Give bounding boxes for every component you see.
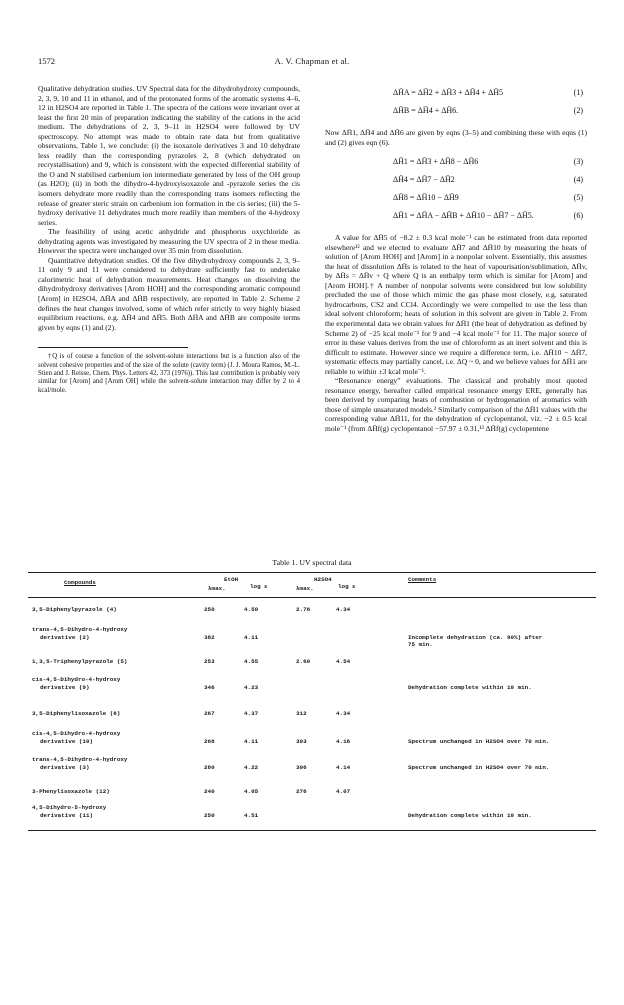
log-e-h2so4: 4.16	[336, 737, 351, 745]
compound-name: 3-Phenylisoxazole (12)	[32, 788, 110, 795]
row-comment: Dehydration complete within 10 min.	[408, 811, 532, 819]
table-header	[28, 573, 596, 597]
lambda-etoh: 250	[204, 606, 215, 613]
header-lambda-max-h2so4: λmax.	[296, 585, 314, 592]
paragraph-bridge: Now ΔH̄1, ΔH̄4 and ΔH̄6 are given by eqns (3–5) and combining these with eqns (1) and (2) gives eqn (6).	[325, 128, 587, 147]
equation-number: (2)	[573, 106, 583, 116]
footnote	[38, 353, 300, 395]
paragraph-value: A value for ΔH̄5 of −8.2 ± 0.3 kcal mole⁻¹ can be estimated from data reported elsewhere¹² and we elected to evaluate ΔH̄7 and ΔH̄10 by measuring the heats of solution of [Arom HOH] and [Arom] in a nonpolar solvent. Essentially, this assumes the heat of dissolution ΔH̄s is related to the heat of vapourisation/sublimation, ΔH̄v, by ΔH̄s = ΔH̄v + Q where Q is an enthalpy term which is similar for [Arom] and [Arom HOH].† A number of nonpolar solvents were considered but low solubility precluded the use of those which mimic the gas phase most closely, e.g. saturated hydrocarbons, CS2 and CCl4. Accordingly we were compelled to use the less than ideal solvent chloroform; heats of solution in this solvent are given in Table 2. From the experimental data we obtain values for ΔH̄1 (the heat of dehydration as defined by Scheme 2) of −25 kcal mole⁻¹ for 9 and −4 kcal mole⁻¹ for 11. The major source of error in these values derives from the use of chloroform as an inert solvent and this is difficult to estimate. However since we require a difference term, i.e. ΔH̄10 − ΔH̄7, systematic effects may partially cancel, i.e. ΔQ ~ 0, and we believe values for ΔH̄1 are reliable to within ±3 kcal mole⁻¹.	[325, 233, 587, 376]
running-title: A. V. Chapman et al.	[274, 56, 350, 66]
right-column	[325, 84, 587, 434]
log-e-h2so4: 4.34	[336, 710, 351, 717]
footnote-text: †Q is of course a function of the solvent-solute interactions but is a function also of the solvent cohesive properties and of the size of the solute (cavity term) (J. J. Moura Ramos, M.-L. Stien and J. Reisse, Chem. Phys. Letters 42, 373 (1976)). This last contribution is probably very similar for [Arom] and [Arom OH] while the solvent-solute interaction may differ by 2 to 4 kcal/mole.	[38, 353, 300, 394]
log-e-etoh: 4.37	[244, 710, 259, 717]
header-log-e-h2so4: log ε	[338, 583, 356, 590]
row-comment: Incomplete dehydration (ca. 90%) after	[408, 633, 543, 641]
log-e-etoh: 4.05	[244, 788, 259, 795]
log-e-etoh: 4.22	[244, 763, 259, 771]
equation-number: (1)	[573, 88, 583, 98]
lambda-h2so4: 2.60	[296, 658, 311, 665]
left-column	[38, 84, 300, 395]
lambda-etoh: 280	[204, 763, 215, 771]
compound-name: cis-4,5-Dihydro-4-hydroxy	[32, 730, 121, 737]
row-comment: Spectrum unchanged in H2SO4 over 70 min.	[408, 763, 550, 771]
page-header	[38, 56, 586, 68]
lambda-etoh: 253	[204, 658, 215, 665]
equation-expression: ΔH̄A = ΔH̄2 + ΔH̄3 + ΔH̄4 + ΔH̄5	[393, 88, 503, 98]
equation-expression: ΔH̄8 = ΔH̄10 − ΔH̄9	[393, 193, 459, 203]
equation-block-mid	[325, 153, 587, 225]
footnote-rule	[38, 347, 188, 348]
log-e-etoh: 4.11	[244, 737, 259, 745]
lambda-etoh: 240	[204, 788, 215, 795]
log-e-etoh: 4.55	[244, 658, 259, 665]
equation-number: (5)	[573, 193, 583, 203]
compound-name: 1,3,5-Triphenylpyrazole (5)	[32, 658, 128, 665]
header-etoh: EtOH	[224, 576, 239, 583]
row-comment: Dehydration complete within 10 min.	[408, 683, 532, 691]
compound-name: cis-4,5-Dihydro-4-hydroxy	[32, 676, 121, 683]
log-e-h2so4: 4.07	[336, 788, 351, 795]
equation-expression: ΔH̄1 = ΔH̄A − ΔH̄B + ΔH̄10 − ΔH̄7 − ΔH̄5.	[393, 211, 534, 221]
compound-name-continued: derivative (3)	[40, 763, 90, 771]
lambda-h2so4: 303	[296, 737, 307, 745]
header-h2so4: H2SO4	[314, 576, 332, 583]
table-bottom-rule	[28, 830, 596, 831]
log-e-h2so4: 4.54	[336, 658, 351, 665]
paragraph-resonance: “Resonance energy” evaluations. The classical and probably most quoted resonance energy, hereafter called empirical resonance energy ERE, generally has been derived by comparing heats of combustion or hydrogenation of aromatics with those of simple unsaturated models.² Similarly comparison of the ΔH̄1 values with the corresponding value ΔH̄11, for the dehydration of cyclopentanol, viz. −2 ± 0.5 kcal mole⁻¹ (from ΔH̄f(g) cyclopentanol −57.97 ± 0.31,¹³ ΔH̄f(g) cyclopentene	[325, 376, 587, 434]
equation-block-top	[325, 84, 587, 120]
equation-number: (4)	[573, 175, 583, 185]
log-e-etoh: 4.23	[244, 683, 259, 691]
lambda-etoh: 250	[204, 811, 215, 819]
compound-name-continued: derivative (11)	[40, 811, 94, 819]
table-body	[28, 598, 596, 970]
lambda-etoh: 382	[204, 633, 215, 641]
header-lambda-max-etoh: λmax.	[208, 585, 226, 592]
lambda-h2so4: 306	[296, 763, 307, 771]
uv-spectral-data-table	[28, 572, 596, 970]
lambda-etoh: 346	[204, 683, 215, 691]
equation-expression: ΔH̄1 = ΔH̄3 + ΔH̄8 − ΔH̄6	[393, 157, 479, 167]
header-comments: Comments	[408, 576, 437, 583]
compound-name: 4,5-Dihydro-5-hydroxy	[32, 804, 107, 811]
equation-expression: ΔH̄4 = ΔH̄7 − ΔH̄2	[393, 175, 455, 185]
row-comment-continued: 75 min.	[408, 641, 433, 648]
table-title: Table 1. UV spectral data	[272, 558, 352, 567]
equation-4	[325, 171, 587, 189]
equation-number: (6)	[573, 211, 583, 221]
compound-name-continued: derivative (10)	[40, 737, 94, 745]
lambda-h2so4: 276	[296, 788, 307, 795]
compound-name-continued: derivative (2)	[40, 633, 90, 641]
equation-number: (3)	[573, 157, 583, 167]
lambda-etoh: 268	[204, 737, 215, 745]
paragraph-qualitative: Qualitative dehydration studies. UV Spectral data for the dihydrohydroxy compounds, 2, 3, 9, 10 and 11 in ethanol, and of the protonated forms of the aromatic systems 4–6, 12 in H2SO4 are reported in Table 1. The spectra of the cations were invariant over at least the first 20 min of preparation indicating the stability of the cations in the acid medium. The dehydrations of 2, 3, 9–11 in H2SO4 were followed by UV spectroscopy. No attempt was made to obtain rate data but from qualitative observations, Table 1, we conclude: (i) the isoxazole derivatives 3 and 10 dehydrate less readily than the corresponding pyrazoles 2, 8 (which dehydrated on recrystallisation) and 9, which is consistent with the expected differential stability of the O and N stabilised carbenium ion intermediate generated by loss of the OH group (as H2O); (ii) in both the dihydro-4-hydroxyisoxazole and -pyrazole series the cis isomers dehydrate more readily than the corresponding trans isomers reflecting the release of greater steric strain on carbenium ion formation in the cis series; (iii) the 5-hydroxy derivative 11 dehydrates much more readily than members of the 4-hydroxy series.	[38, 84, 300, 227]
compound-name: 3,5-Diphenylisoxazole (6)	[32, 710, 121, 717]
lambda-etoh: 267	[204, 710, 215, 717]
log-e-etoh: 4.51	[244, 811, 259, 819]
equation-2	[325, 102, 587, 120]
row-comment: Spectrum unchanged in H2SO4 over 70 min.	[408, 737, 550, 745]
log-e-h2so4: 4.34	[336, 606, 351, 613]
paragraph-feasibility: The feasibility of using acetic anhydride and phosphorus oxychloride as dehydrating agents was investigated by measuring the UV spectra of 2 in these media. However the spectra were unchanged over 35 min from dissolution.	[38, 227, 300, 256]
equation-3	[325, 153, 587, 171]
compound-name: trans-4,5-Dihydro-4-hydroxy	[32, 626, 128, 633]
header-log-e-etoh: log ε	[250, 583, 268, 590]
equation-expression: ΔH̄B = ΔH̄4 + ΔH̄6.	[393, 106, 459, 116]
equation-6	[325, 207, 587, 225]
lambda-h2so4: 2.76	[296, 606, 311, 613]
compound-name: trans-4,5-Dihydro-4-hydroxy	[32, 756, 128, 763]
log-e-etoh: 4.11	[244, 633, 259, 641]
compound-name-continued: derivative (9)	[40, 683, 90, 691]
equation-5	[325, 189, 587, 207]
page-number: 1572	[38, 56, 55, 66]
header-compounds: Compounds	[64, 579, 96, 586]
log-e-etoh: 4.50	[244, 606, 259, 613]
paragraph-quantitative: Quantitative dehydration studies. Of the five dihydrohydroxy compounds 2, 3, 9–11 only 9 and 11 were considered to dehydrate sufficiently fast to undertake calorimetric heat of dehydration measurements. Heat changes on dissolving the dihydrohydroxy derivatives [Arom HOH] and the corresponding aromatic compound [Arom] in H2SO4, ΔH̄A and ΔH̄B respectively, are reported in Table 2. Scheme 2 defines the heat changes involved, some of which refer strictly to very highly biased equilibrium reactions, e.g. ΔH̄4 and ΔH̄5. Both ΔH̄A and ΔH̄B are composite terms given by eqns (1) and (2).	[38, 255, 300, 332]
lambda-h2so4: 312	[296, 710, 307, 717]
equation-1	[325, 84, 587, 102]
log-e-h2so4: 4.14	[336, 763, 351, 771]
compound-name: 3,5-Diphenylpyrazole (4)	[32, 606, 117, 613]
